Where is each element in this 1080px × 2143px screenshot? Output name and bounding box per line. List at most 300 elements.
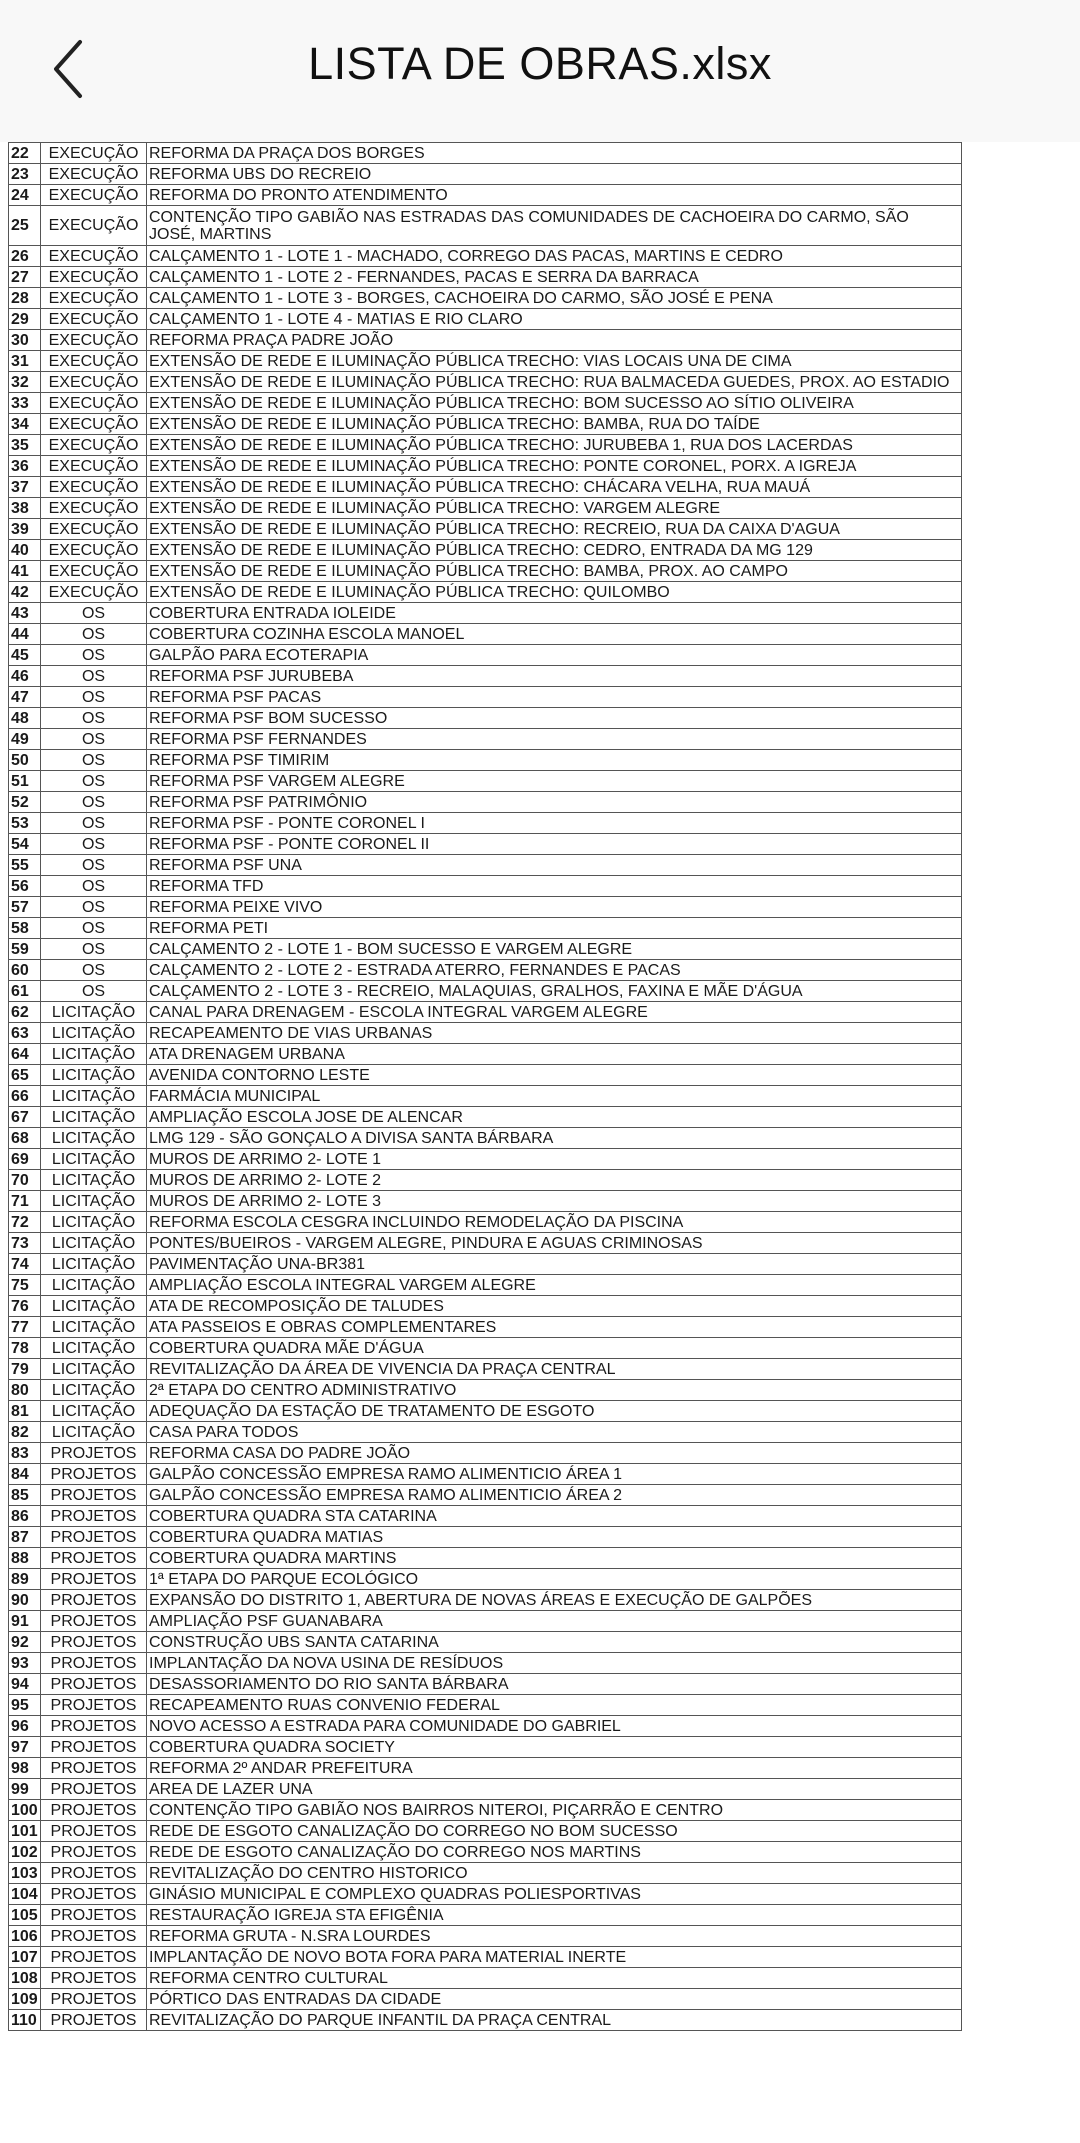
status-cell[interactable]: PROJETOS <box>41 1548 147 1569</box>
row-number-cell[interactable]: 108 <box>9 1968 41 1989</box>
status-cell[interactable]: PROJETOS <box>41 1443 147 1464</box>
row-number-cell[interactable]: 74 <box>9 1254 41 1275</box>
row-number-cell[interactable]: 44 <box>9 624 41 645</box>
status-cell[interactable]: PROJETOS <box>41 1590 147 1611</box>
row-number-cell[interactable]: 27 <box>9 267 41 288</box>
status-cell[interactable]: EXECUÇÃO <box>41 582 147 603</box>
table-row[interactable] <box>9 2010 962 2031</box>
row-number-cell[interactable]: 46 <box>9 666 41 687</box>
description-cell[interactable]: REFORMA PSF BOM SUCESSO <box>147 708 962 729</box>
status-cell[interactable]: PROJETOS <box>41 1968 147 1989</box>
status-cell[interactable]: EXECUÇÃO <box>41 246 147 267</box>
row-number-cell[interactable]: 31 <box>9 351 41 372</box>
table-row[interactable] <box>9 1002 962 1023</box>
table-row[interactable] <box>9 792 962 813</box>
description-cell[interactable]: REFORMA UBS DO RECREIO <box>147 164 962 185</box>
description-cell[interactable]: IMPLANTAÇÃO DA NOVA USINA DE RESÍDUOS <box>147 1653 962 1674</box>
status-cell[interactable]: LICITAÇÃO <box>41 1380 147 1401</box>
row-number-cell[interactable]: 75 <box>9 1275 41 1296</box>
table-row[interactable] <box>9 143 962 164</box>
status-cell[interactable]: OS <box>41 603 147 624</box>
table-row[interactable] <box>9 1359 962 1380</box>
status-cell[interactable]: PROJETOS <box>41 1653 147 1674</box>
status-cell[interactable]: LICITAÇÃO <box>41 1002 147 1023</box>
row-number-cell[interactable]: 96 <box>9 1716 41 1737</box>
description-cell[interactable]: GALPÃO CONCESSÃO EMPRESA RAMO ALIMENTICIO ÁREA 2 <box>147 1485 962 1506</box>
status-cell[interactable]: OS <box>41 624 147 645</box>
row-number-cell[interactable]: 41 <box>9 561 41 582</box>
row-number-cell[interactable]: 66 <box>9 1086 41 1107</box>
description-cell[interactable]: PONTES/BUEIROS - VARGEM ALEGRE, PINDURA E AGUAS CRIMINOSAS <box>147 1233 962 1254</box>
row-number-cell[interactable]: 65 <box>9 1065 41 1086</box>
row-number-cell[interactable]: 85 <box>9 1485 41 1506</box>
table-row[interactable] <box>9 1443 962 1464</box>
status-cell[interactable]: PROJETOS <box>41 1758 147 1779</box>
status-cell[interactable]: OS <box>41 792 147 813</box>
description-cell[interactable]: COBERTURA QUADRA STA CATARINA <box>147 1506 962 1527</box>
description-cell[interactable]: EXTENSÃO DE REDE E ILUMINAÇÃO PÚBLICA TRECHO: BOM SUCESSO AO SÍTIO OLIVEIRA <box>147 393 962 414</box>
status-cell[interactable]: EXECUÇÃO <box>41 477 147 498</box>
status-cell[interactable]: PROJETOS <box>41 1821 147 1842</box>
table-row[interactable] <box>9 1947 962 1968</box>
table-row[interactable] <box>9 981 962 1002</box>
table-row[interactable] <box>9 1758 962 1779</box>
description-cell[interactable]: REFORMA ESCOLA CESGRA INCLUINDO REMODELAÇÃO DA PISCINA <box>147 1212 962 1233</box>
row-number-cell[interactable]: 83 <box>9 1443 41 1464</box>
description-cell[interactable]: EXPANSÃO DO DISTRITO 1, ABERTURA DE NOVAS ÁREAS E EXECUÇÃO DE GALPÕES <box>147 1590 962 1611</box>
table-row[interactable] <box>9 1401 962 1422</box>
table-row[interactable] <box>9 1548 962 1569</box>
status-cell[interactable]: OS <box>41 666 147 687</box>
description-cell[interactable]: ATA DE RECOMPOSIÇÃO DE TALUDES <box>147 1296 962 1317</box>
row-number-cell[interactable]: 54 <box>9 834 41 855</box>
table-row[interactable] <box>9 876 962 897</box>
row-number-cell[interactable]: 82 <box>9 1422 41 1443</box>
row-number-cell[interactable]: 47 <box>9 687 41 708</box>
description-cell[interactable]: REFORMA PSF FERNANDES <box>147 729 962 750</box>
description-cell[interactable]: REFORMA 2º ANDAR PREFEITURA <box>147 1758 962 1779</box>
status-cell[interactable]: LICITAÇÃO <box>41 1296 147 1317</box>
table-row[interactable] <box>9 1338 962 1359</box>
table-row[interactable] <box>9 330 962 351</box>
description-cell[interactable]: REDE DE ESGOTO CANALIZAÇÃO DO CORREGO NOS MARTINS <box>147 1842 962 1863</box>
row-number-cell[interactable]: 38 <box>9 498 41 519</box>
status-cell[interactable]: LICITAÇÃO <box>41 1401 147 1422</box>
status-cell[interactable]: EXECUÇÃO <box>41 519 147 540</box>
description-cell[interactable]: CASA PARA TODOS <box>147 1422 962 1443</box>
description-cell[interactable]: EXTENSÃO DE REDE E ILUMINAÇÃO PÚBLICA TRECHO: RUA BALMACEDA GUEDES, PROX. AO ESTADIO <box>147 372 962 393</box>
status-cell[interactable]: OS <box>41 708 147 729</box>
description-cell[interactable]: MUROS DE ARRIMO 2- LOTE 1 <box>147 1149 962 1170</box>
status-cell[interactable]: EXECUÇÃO <box>41 561 147 582</box>
description-cell[interactable]: REVITALIZAÇÃO DO PARQUE INFANTIL DA PRAÇA CENTRAL <box>147 2010 962 2031</box>
description-cell[interactable]: CONTENÇÃO TIPO GABIÃO NAS ESTRADAS DAS COMUNIDADES DE CACHOEIRA DO CARMO, SÃO JOSÉ, MARTINS <box>147 206 962 246</box>
status-cell[interactable]: EXECUÇÃO <box>41 435 147 456</box>
row-number-cell[interactable]: 49 <box>9 729 41 750</box>
status-cell[interactable]: EXECUÇÃO <box>41 372 147 393</box>
row-number-cell[interactable]: 101 <box>9 1821 41 1842</box>
description-cell[interactable]: CALÇAMENTO 1 - LOTE 3 - BORGES, CACHOEIRA DO CARMO, SÃO JOSÉ E PENA <box>147 288 962 309</box>
table-row[interactable] <box>9 1086 962 1107</box>
description-cell[interactable]: EXTENSÃO DE REDE E ILUMINAÇÃO PÚBLICA TRECHO: CHÁCARA VELHA, RUA MAUÁ <box>147 477 962 498</box>
status-cell[interactable]: EXECUÇÃO <box>41 351 147 372</box>
status-cell[interactable]: LICITAÇÃO <box>41 1422 147 1443</box>
row-number-cell[interactable]: 100 <box>9 1800 41 1821</box>
status-cell[interactable]: PROJETOS <box>41 1485 147 1506</box>
status-cell[interactable]: PROJETOS <box>41 1863 147 1884</box>
description-cell[interactable]: REFORMA PSF VARGEM ALEGRE <box>147 771 962 792</box>
status-cell[interactable]: PROJETOS <box>41 1674 147 1695</box>
status-cell[interactable]: EXECUÇÃO <box>41 330 147 351</box>
table-row[interactable] <box>9 498 962 519</box>
table-row[interactable] <box>9 1800 962 1821</box>
row-number-cell[interactable]: 79 <box>9 1359 41 1380</box>
table-row[interactable] <box>9 1926 962 1947</box>
description-cell[interactable]: AMPLIAÇÃO ESCOLA JOSE DE ALENCAR <box>147 1107 962 1128</box>
row-number-cell[interactable]: 40 <box>9 540 41 561</box>
row-number-cell[interactable]: 45 <box>9 645 41 666</box>
description-cell[interactable]: COBERTURA QUADRA SOCIETY <box>147 1737 962 1758</box>
description-cell[interactable]: EXTENSÃO DE REDE E ILUMINAÇÃO PÚBLICA TRECHO: CEDRO, ENTRADA DA MG 129 <box>147 540 962 561</box>
row-number-cell[interactable]: 57 <box>9 897 41 918</box>
status-cell[interactable]: PROJETOS <box>41 1926 147 1947</box>
description-cell[interactable]: COBERTURA ENTRADA IOLEIDE <box>147 603 962 624</box>
description-cell[interactable]: AMPLIAÇÃO ESCOLA INTEGRAL VARGEM ALEGRE <box>147 1275 962 1296</box>
row-number-cell[interactable]: 36 <box>9 456 41 477</box>
description-cell[interactable]: ATA PASSEIOS E OBRAS COMPLEMENTARES <box>147 1317 962 1338</box>
description-cell[interactable]: REFORMA PSF - PONTE CORONEL I <box>147 813 962 834</box>
table-row[interactable] <box>9 1842 962 1863</box>
status-cell[interactable]: LICITAÇÃO <box>41 1065 147 1086</box>
row-number-cell[interactable]: 89 <box>9 1569 41 1590</box>
status-cell[interactable]: LICITAÇÃO <box>41 1317 147 1338</box>
status-cell[interactable]: EXECUÇÃO <box>41 393 147 414</box>
status-cell[interactable]: LICITAÇÃO <box>41 1170 147 1191</box>
table-row[interactable] <box>9 1632 962 1653</box>
description-cell[interactable]: REVITALIZAÇÃO DO CENTRO HISTORICO <box>147 1863 962 1884</box>
status-cell[interactable]: LICITAÇÃO <box>41 1233 147 1254</box>
description-cell[interactable]: DESASSORIAMENTO DO RIO SANTA BÁRBARA <box>147 1674 962 1695</box>
table-row[interactable] <box>9 351 962 372</box>
table-row[interactable] <box>9 456 962 477</box>
table-row[interactable] <box>9 918 962 939</box>
row-number-cell[interactable]: 73 <box>9 1233 41 1254</box>
table-row[interactable] <box>9 1128 962 1149</box>
table-row[interactable] <box>9 1506 962 1527</box>
table-row[interactable] <box>9 414 962 435</box>
row-number-cell[interactable]: 39 <box>9 519 41 540</box>
table-row[interactable] <box>9 288 962 309</box>
row-number-cell[interactable]: 105 <box>9 1905 41 1926</box>
status-cell[interactable]: LICITAÇÃO <box>41 1359 147 1380</box>
row-number-cell[interactable]: 102 <box>9 1842 41 1863</box>
row-number-cell[interactable]: 33 <box>9 393 41 414</box>
row-number-cell[interactable]: 69 <box>9 1149 41 1170</box>
description-cell[interactable]: LMG 129 - SÃO GONÇALO A DIVISA SANTA BÁRBARA <box>147 1128 962 1149</box>
description-cell[interactable]: COBERTURA QUADRA MATIAS <box>147 1527 962 1548</box>
table-row[interactable] <box>9 561 962 582</box>
description-cell[interactable]: GINÁSIO MUNICIPAL E COMPLEXO QUADRAS POLIESPORTIVAS <box>147 1884 962 1905</box>
table-row[interactable] <box>9 1254 962 1275</box>
status-cell[interactable]: LICITAÇÃO <box>41 1254 147 1275</box>
table-row[interactable] <box>9 645 962 666</box>
table-row[interactable] <box>9 1023 962 1044</box>
table-row[interactable] <box>9 1422 962 1443</box>
description-cell[interactable]: MUROS DE ARRIMO 2- LOTE 3 <box>147 1191 962 1212</box>
table-row[interactable] <box>9 1212 962 1233</box>
status-cell[interactable]: PROJETOS <box>41 1737 147 1758</box>
table-row[interactable] <box>9 1569 962 1590</box>
row-number-cell[interactable]: 99 <box>9 1779 41 1800</box>
status-cell[interactable]: PROJETOS <box>41 1569 147 1590</box>
row-number-cell[interactable]: 22 <box>9 143 41 164</box>
table-row[interactable] <box>9 1590 962 1611</box>
row-number-cell[interactable]: 35 <box>9 435 41 456</box>
table-row[interactable] <box>9 708 962 729</box>
status-cell[interactable]: LICITAÇÃO <box>41 1149 147 1170</box>
status-cell[interactable]: OS <box>41 750 147 771</box>
description-cell[interactable]: CALÇAMENTO 1 - LOTE 1 - MACHADO, CORREGO DAS PACAS, MARTINS E CEDRO <box>147 246 962 267</box>
description-cell[interactable]: REFORMA PSF - PONTE CORONEL II <box>147 834 962 855</box>
description-cell[interactable]: REFORMA PSF JURUBEBA <box>147 666 962 687</box>
description-cell[interactable]: COBERTURA QUADRA MARTINS <box>147 1548 962 1569</box>
row-number-cell[interactable]: 25 <box>9 206 41 246</box>
row-number-cell[interactable]: 107 <box>9 1947 41 1968</box>
description-cell[interactable]: REFORMA GRUTA - N.SRA LOURDES <box>147 1926 962 1947</box>
row-number-cell[interactable]: 60 <box>9 960 41 981</box>
table-row[interactable] <box>9 1695 962 1716</box>
description-cell[interactable]: REFORMA PRAÇA PADRE JOÃO <box>147 330 962 351</box>
row-number-cell[interactable]: 50 <box>9 750 41 771</box>
table-row[interactable] <box>9 1611 962 1632</box>
row-number-cell[interactable]: 81 <box>9 1401 41 1422</box>
description-cell[interactable]: CONTENÇÃO TIPO GABIÃO NOS BAIRROS NITEROI, PIÇARRÃO E CENTRO <box>147 1800 962 1821</box>
row-number-cell[interactable]: 32 <box>9 372 41 393</box>
description-cell[interactable]: EXTENSÃO DE REDE E ILUMINAÇÃO PÚBLICA TRECHO: BAMBA, PROX. AO CAMPO <box>147 561 962 582</box>
description-cell[interactable]: CALÇAMENTO 2 - LOTE 1 - BOM SUCESSO E VARGEM ALEGRE <box>147 939 962 960</box>
table-row[interactable] <box>9 603 962 624</box>
table-row[interactable] <box>9 246 962 267</box>
row-number-cell[interactable]: 34 <box>9 414 41 435</box>
row-number-cell[interactable]: 23 <box>9 164 41 185</box>
status-cell[interactable]: OS <box>41 771 147 792</box>
status-cell[interactable]: PROJETOS <box>41 1842 147 1863</box>
status-cell[interactable]: LICITAÇÃO <box>41 1338 147 1359</box>
description-cell[interactable]: REFORMA CASA DO PADRE JOÃO <box>147 1443 962 1464</box>
status-cell[interactable]: PROJETOS <box>41 1947 147 1968</box>
description-cell[interactable]: CALÇAMENTO 1 - LOTE 2 - FERNANDES, PACAS E SERRA DA BARRACA <box>147 267 962 288</box>
status-cell[interactable]: PROJETOS <box>41 2010 147 2031</box>
row-number-cell[interactable]: 26 <box>9 246 41 267</box>
row-number-cell[interactable]: 58 <box>9 918 41 939</box>
description-cell[interactable]: PAVIMENTAÇÃO UNA-BR381 <box>147 1254 962 1275</box>
description-cell[interactable]: CALÇAMENTO 2 - LOTE 2 - ESTRADA ATERRO, FERNANDES E PACAS <box>147 960 962 981</box>
row-number-cell[interactable]: 71 <box>9 1191 41 1212</box>
description-cell[interactable]: CANAL PARA DRENAGEM - ESCOLA INTEGRAL VARGEM ALEGRE <box>147 1002 962 1023</box>
description-cell[interactable]: RECAPEAMENTO DE VIAS URBANAS <box>147 1023 962 1044</box>
status-cell[interactable]: PROJETOS <box>41 1716 147 1737</box>
row-number-cell[interactable]: 78 <box>9 1338 41 1359</box>
row-number-cell[interactable]: 55 <box>9 855 41 876</box>
row-number-cell[interactable]: 88 <box>9 1548 41 1569</box>
row-number-cell[interactable]: 52 <box>9 792 41 813</box>
table-row[interactable] <box>9 1527 962 1548</box>
row-number-cell[interactable]: 76 <box>9 1296 41 1317</box>
status-cell[interactable]: PROJETOS <box>41 1506 147 1527</box>
description-cell[interactable]: ATA DRENAGEM URBANA <box>147 1044 962 1065</box>
table-row[interactable] <box>9 519 962 540</box>
description-cell[interactable]: 1ª ETAPA DO PARQUE ECOLÓGICO <box>147 1569 962 1590</box>
table-row[interactable] <box>9 1296 962 1317</box>
row-number-cell[interactable]: 90 <box>9 1590 41 1611</box>
status-cell[interactable]: PROJETOS <box>41 1989 147 2010</box>
description-cell[interactable]: IMPLANTAÇÃO DE NOVO BOTA FORA PARA MATERIAL INERTE <box>147 1947 962 1968</box>
table-row[interactable] <box>9 393 962 414</box>
status-cell[interactable]: OS <box>41 645 147 666</box>
table-row[interactable] <box>9 1065 962 1086</box>
row-number-cell[interactable]: 24 <box>9 185 41 206</box>
description-cell[interactable]: RECAPEAMENTO RUAS CONVENIO FEDERAL <box>147 1695 962 1716</box>
row-number-cell[interactable]: 42 <box>9 582 41 603</box>
status-cell[interactable]: OS <box>41 918 147 939</box>
table-row[interactable] <box>9 1485 962 1506</box>
description-cell[interactable]: COBERTURA QUADRA MÃE D'ÁGUA <box>147 1338 962 1359</box>
row-number-cell[interactable]: 59 <box>9 939 41 960</box>
row-number-cell[interactable]: 77 <box>9 1317 41 1338</box>
table-row[interactable] <box>9 309 962 330</box>
table-row[interactable] <box>9 1149 962 1170</box>
row-number-cell[interactable]: 109 <box>9 1989 41 2010</box>
status-cell[interactable]: LICITAÇÃO <box>41 1044 147 1065</box>
row-number-cell[interactable]: 80 <box>9 1380 41 1401</box>
table-row[interactable] <box>9 1275 962 1296</box>
table-row[interactable] <box>9 1779 962 1800</box>
table-row[interactable] <box>9 897 962 918</box>
description-cell[interactable]: CALÇAMENTO 2 - LOTE 3 - RECREIO, MALAQUIAS, GRALHOS, FAXINA E MÃE D'ÁGUA <box>147 981 962 1002</box>
description-cell[interactable]: ADEQUAÇÃO DA ESTAÇÃO DE TRATAMENTO DE ESGOTO <box>147 1401 962 1422</box>
table-row[interactable] <box>9 185 962 206</box>
row-number-cell[interactable]: 53 <box>9 813 41 834</box>
table-row[interactable] <box>9 1821 962 1842</box>
description-cell[interactable]: EXTENSÃO DE REDE E ILUMINAÇÃO PÚBLICA TRECHO: BAMBA, RUA DO TAÍDE <box>147 414 962 435</box>
status-cell[interactable]: PROJETOS <box>41 1464 147 1485</box>
row-number-cell[interactable]: 43 <box>9 603 41 624</box>
description-cell[interactable]: RESTAURAÇÃO IGREJA STA EFIGÊNIA <box>147 1905 962 1926</box>
description-cell[interactable]: REFORMA TFD <box>147 876 962 897</box>
description-cell[interactable]: REFORMA PSF PACAS <box>147 687 962 708</box>
table-row[interactable] <box>9 435 962 456</box>
status-cell[interactable]: PROJETOS <box>41 1884 147 1905</box>
table-row[interactable] <box>9 750 962 771</box>
table-row[interactable] <box>9 540 962 561</box>
status-cell[interactable]: EXECUÇÃO <box>41 498 147 519</box>
description-cell[interactable]: REFORMA DA PRAÇA DOS BORGES <box>147 143 962 164</box>
description-cell[interactable]: 2ª ETAPA DO CENTRO ADMINISTRATIVO <box>147 1380 962 1401</box>
description-cell[interactable]: EXTENSÃO DE REDE E ILUMINAÇÃO PÚBLICA TRECHO: RECREIO, RUA DA CAIXA D'AGUA <box>147 519 962 540</box>
row-number-cell[interactable]: 104 <box>9 1884 41 1905</box>
table-row[interactable] <box>9 1317 962 1338</box>
row-number-cell[interactable]: 94 <box>9 1674 41 1695</box>
table-row[interactable] <box>9 960 962 981</box>
status-cell[interactable]: EXECUÇÃO <box>41 164 147 185</box>
table-row[interactable] <box>9 771 962 792</box>
status-cell[interactable]: EXECUÇÃO <box>41 143 147 164</box>
status-cell[interactable]: PROJETOS <box>41 1779 147 1800</box>
table-row[interactable] <box>9 582 962 603</box>
table-row[interactable] <box>9 267 962 288</box>
status-cell[interactable]: EXECUÇÃO <box>41 309 147 330</box>
status-cell[interactable]: PROJETOS <box>41 1632 147 1653</box>
description-cell[interactable]: CALÇAMENTO 1 - LOTE 4 - MATIAS E RIO CLARO <box>147 309 962 330</box>
row-number-cell[interactable]: 95 <box>9 1695 41 1716</box>
table-row[interactable] <box>9 1380 962 1401</box>
table-row[interactable] <box>9 206 962 246</box>
status-cell[interactable]: EXECUÇÃO <box>41 267 147 288</box>
table-row[interactable] <box>9 855 962 876</box>
row-number-cell[interactable]: 84 <box>9 1464 41 1485</box>
table-row[interactable] <box>9 1968 962 1989</box>
row-number-cell[interactable]: 67 <box>9 1107 41 1128</box>
description-cell[interactable]: NOVO ACESSO A ESTRADA PARA COMUNIDADE DO GABRIEL <box>147 1716 962 1737</box>
table-row[interactable] <box>9 939 962 960</box>
description-cell[interactable]: REFORMA PSF UNA <box>147 855 962 876</box>
status-cell[interactable]: LICITAÇÃO <box>41 1086 147 1107</box>
description-cell[interactable]: AMPLIAÇÃO PSF GUANABARA <box>147 1611 962 1632</box>
table-row[interactable] <box>9 1716 962 1737</box>
row-number-cell[interactable]: 70 <box>9 1170 41 1191</box>
row-number-cell[interactable]: 106 <box>9 1926 41 1947</box>
status-cell[interactable]: EXECUÇÃO <box>41 456 147 477</box>
row-number-cell[interactable]: 72 <box>9 1212 41 1233</box>
table-row[interactable] <box>9 1233 962 1254</box>
status-cell[interactable]: LICITAÇÃO <box>41 1275 147 1296</box>
description-cell[interactable]: REFORMA CENTRO CULTURAL <box>147 1968 962 1989</box>
status-cell[interactable]: EXECUÇÃO <box>41 414 147 435</box>
description-cell[interactable]: MUROS DE ARRIMO 2- LOTE 2 <box>147 1170 962 1191</box>
status-cell[interactable]: OS <box>41 813 147 834</box>
row-number-cell[interactable]: 29 <box>9 309 41 330</box>
description-cell[interactable]: PÓRTICO DAS ENTRADAS DA CIDADE <box>147 1989 962 2010</box>
description-cell[interactable]: COBERTURA COZINHA ESCOLA MANOEL <box>147 624 962 645</box>
description-cell[interactable]: REDE DE ESGOTO CANALIZAÇÃO DO CORREGO NO BOM SUCESSO <box>147 1821 962 1842</box>
table-row[interactable] <box>9 813 962 834</box>
status-cell[interactable]: EXECUÇÃO <box>41 206 147 246</box>
status-cell[interactable]: PROJETOS <box>41 1905 147 1926</box>
table-row[interactable] <box>9 624 962 645</box>
row-number-cell[interactable]: 68 <box>9 1128 41 1149</box>
row-number-cell[interactable]: 37 <box>9 477 41 498</box>
table-row[interactable] <box>9 834 962 855</box>
description-cell[interactable]: GALPÃO PARA ECOTERAPIA <box>147 645 962 666</box>
status-cell[interactable]: OS <box>41 687 147 708</box>
table-row[interactable] <box>9 477 962 498</box>
status-cell[interactable]: OS <box>41 876 147 897</box>
description-cell[interactable]: EXTENSÃO DE REDE E ILUMINAÇÃO PÚBLICA TRECHO: JURUBEBA 1, RUA DOS LACERDAS <box>147 435 962 456</box>
table-row[interactable] <box>9 1170 962 1191</box>
table-row[interactable] <box>9 164 962 185</box>
table-row[interactable] <box>9 1989 962 2010</box>
status-cell[interactable]: LICITAÇÃO <box>41 1191 147 1212</box>
status-cell[interactable]: OS <box>41 960 147 981</box>
description-cell[interactable]: REFORMA PETI <box>147 918 962 939</box>
table-row[interactable] <box>9 1863 962 1884</box>
table-row[interactable] <box>9 1737 962 1758</box>
table-row[interactable] <box>9 1905 962 1926</box>
row-number-cell[interactable]: 48 <box>9 708 41 729</box>
status-cell[interactable]: LICITAÇÃO <box>41 1107 147 1128</box>
status-cell[interactable]: OS <box>41 981 147 1002</box>
status-cell[interactable]: PROJETOS <box>41 1527 147 1548</box>
